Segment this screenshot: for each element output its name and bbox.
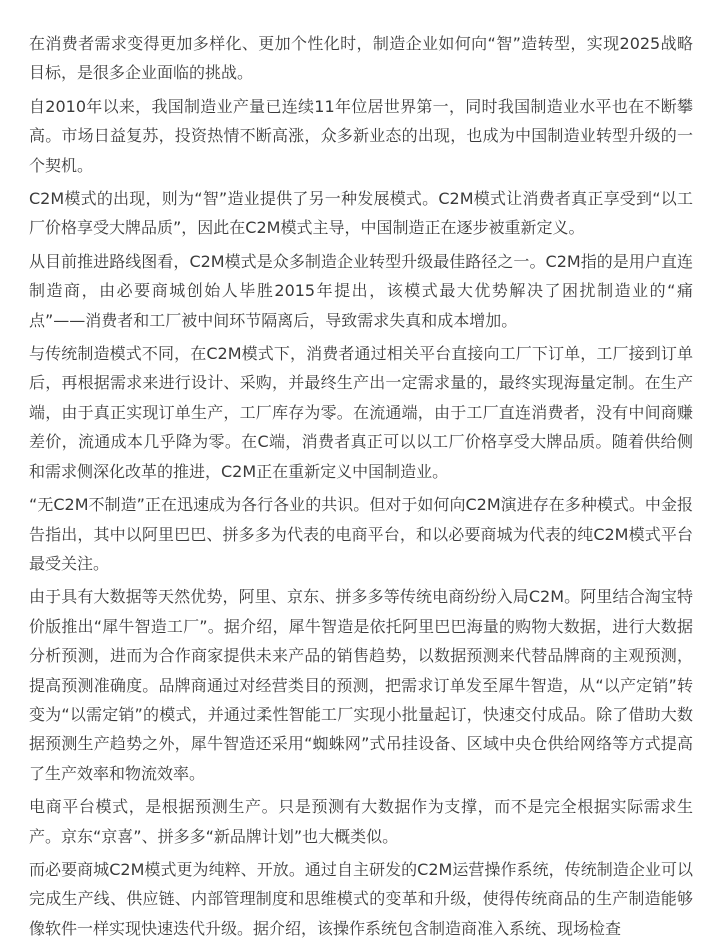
paragraph-7: 由于具有大数据等天然优势，阿里、京东、拼多多等传统电商纷纷入局C2M。阿里结合淘宝特价版推出“犀牛智造工厂”。据介绍，犀牛智造是依托阿里巴巴海量的购物大数据，进行大数据分析预测，进而为合作商家提供未来产品的销售趋势，以数据预测来代替品牌商的主观预测，提高预测准确度。品牌商通过对经营类目的预测，把需求订单发至犀牛智造，从“以产定销”转变为“以需定销”的模式，并通过柔性智能工厂实现小批量起订，快速交付成品。除了借助大数据预测生产趋势之外，犀牛智造还采用“蜘蛛网”式吊挂设备、区域中央仓供给网络等方式提高了生产效率和物流效率。	[29, 587, 693, 783]
paragraph-5: 与传统制造模式不同，在C2M模式下，消费者通过相关平台直接向工厂下订单，工厂接到订单后，再根据需求来进行设计、采购，并最终生产出一定需求量的，最终实现海量定制。在生产端，由于真正实现订单生产，工厂库存为零。在流通端，由于工厂直连消费者，没有中间商赚差价，流通成本几乎降为零。在C端，消费者真正可以以工厂价格享受大牌品质。随着供给侧和需求侧深化改革的推进，C2M正在重新定义中国制造业。	[29, 344, 693, 481]
paragraph-8: 电商平台模式，是根据预测生产。只是预测有大数据作为支撑，而不是完全根据实际需求生产。京东“京喜”、拼多多“新品牌计划”也大概类似。	[29, 797, 693, 846]
paragraph-1: 在消费者需求变得更加多样化、更加个性化时，制造企业如何向“智”造转型，实现2025战略目标，是很多企业面临的挑战。	[29, 34, 693, 83]
paragraph-3: C2M模式的出现，则为“智”造业提供了另一种发展模式。C2M模式让消费者真正享受到“以工厂价格享受大牌品质”，因此在C2M模式主导，中国制造正在逐步被重新定义。	[29, 189, 693, 238]
article-body	[29, 29, 693, 947]
paragraph-4: 从目前推进路线图看，C2M模式是众多制造企业转型升级最佳路径之一。C2M指的是用户直连制造商，由必要商城创始人毕胜2015年提出，该模式最大优势解决了困扰制造业的“痛点”——消费者和工厂被中间环节隔离后，导致需求失真和成本增加。	[29, 251, 693, 330]
paragraph-6: “无C2M不制造”正在迅速成为各行各业的共识。但对于如何向C2M演进存在多种模式。中金报告指出，其中以阿里巴巴、拼多多为代表的电商平台，和以必要商城为代表的纯C2M模式平台最受关注。	[29, 495, 693, 573]
paragraph-2: 自2010年以来，我国制造业产量已连续11年位居世界第一，同时我国制造业水平也在不断攀高。市场日益复苏，投资热情不断高涨，众多新业态的出现，也成为中国制造业转型升级的一个契机。	[29, 96, 693, 175]
paragraph-9: 而必要商城C2M模式更为纯粹、开放。通过自主研发的C2M运营操作系统，传统制造企业可以完成生产线、供应链、内部管理制度和思维模式的变革和升级，使得传统商品的生产制造能够像软件一样实现快速迭代升级。据介绍，该操作系统包含制造商准入系统、现场检查	[29, 859, 693, 938]
